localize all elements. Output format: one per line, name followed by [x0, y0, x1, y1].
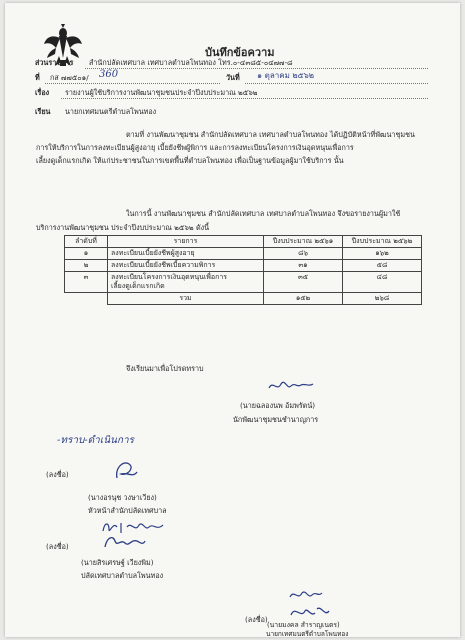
- date-label: วันที่: [226, 73, 240, 82]
- report-table: [64, 235, 422, 305]
- to-label: เรียน: [35, 107, 51, 116]
- table-row: [65, 260, 422, 272]
- agency-underline: [85, 68, 428, 69]
- signature-4-image: [287, 601, 331, 623]
- signer-4-name: (นายมงคล สำราญเนตร): [267, 621, 340, 629]
- para2-line2: บริการงานพัฒนาชุมชน ประจำปีงบประมาณ ๒๕๖๒ ดังนี้: [36, 223, 210, 232]
- row1-y61: ๘๖: [264, 248, 343, 260]
- date-value: ๑ ตุลาคม ๒๕๖๒: [257, 71, 315, 80]
- row2-no: ๒: [65, 260, 108, 272]
- sign-label-2: (ลงชื่อ): [46, 470, 69, 479]
- row1-y62: ๑๖๒: [343, 248, 422, 260]
- signature-3-image: [101, 531, 147, 553]
- signer-1-name: (นายฉลองนพ อ้มพรัตน์): [240, 401, 316, 410]
- col-header-no: ลำดับที่: [65, 236, 108, 248]
- col-header-item: รายการ: [108, 236, 264, 248]
- total-y62: ๒๖๘: [343, 293, 422, 305]
- date-underline: [245, 83, 428, 84]
- memo-title: บันทึกข้อความ: [205, 46, 275, 59]
- sign-label-4: (ลงชื่อ): [245, 615, 268, 624]
- sign-label-3: (ลงชื่อ): [46, 542, 69, 551]
- to-value: นายกเทศมนตรีตำบลโพนทอง: [65, 107, 157, 116]
- row3-y61: ๓๕: [264, 272, 343, 293]
- subject-value: รายงานผู้ใช้บริการงานพัฒนาชุมชนประจำปีงบประมาณ ๒๕๖๒: [65, 88, 258, 97]
- col-header-y62: ปีงบประมาณ ๒๕๖๒: [343, 236, 422, 248]
- row2-y61: ๓๑: [264, 260, 343, 272]
- subject-underline: [61, 98, 428, 99]
- subject-label: เรื่อง: [35, 88, 50, 97]
- ref-value: กส ๗๗๕๐๑/: [50, 73, 89, 82]
- row2-item: ลงทะเบียนเบี้ยยังชีพเบี้ยความพิการ: [108, 260, 264, 272]
- memo-page: [5, 3, 460, 637]
- row1-no: ๑: [65, 248, 108, 260]
- ref-label: ที่: [35, 73, 40, 82]
- table-row: [65, 248, 422, 260]
- signature-2-image: [113, 458, 139, 484]
- closing-text: จึงเรียนมาเพื่อโปรดทราบ: [126, 364, 204, 373]
- col-header-y61: ปีงบประมาณ ๒๕๖๑: [264, 236, 343, 248]
- handwritten-note: -ทราบ-ดำเนินการ: [57, 435, 134, 446]
- table-total-row: [65, 293, 422, 305]
- signer-2-name: (นางอรนุช วงษาเวียง): [88, 493, 157, 502]
- signer-2-title: หัวหน้าสำนักปลัดเทศบาล: [88, 506, 167, 515]
- ref-handwritten-number: 360: [99, 69, 119, 80]
- para1-line2: การให้บริการในการลงทะเบียนผู้สูงอายุ เบี้ยยังชีพผู้พิการ และการลงทะเบียนโครงการเงินอุดหนุนเพื่อการ: [36, 143, 354, 152]
- row3-item-line1: ลงทะเบียนโครงการเงินอุดหนุนเพื่อการ: [111, 273, 228, 281]
- signer-4-title: นายกเทศมนตรีตำบลโพนทอง: [266, 630, 349, 638]
- agency-value: สำนักปลัดเทศบาล เทศบาลตำบลโพนทอง โทร.๐-๔๓๘๕-๐๔๗๗-๘: [89, 58, 293, 67]
- row1-item: ลงทะเบียนเบี้ยยังชีพผู้สูงอายุ: [108, 248, 264, 260]
- signature-1-image: [267, 376, 315, 396]
- table-row: [65, 272, 422, 293]
- row2-y62: ๕๘: [343, 260, 422, 272]
- row3-y62: ๔๘: [343, 272, 422, 293]
- row3-item-line2: เลี้ยงดูเด็กแรกเกิด: [111, 282, 165, 290]
- signer-3-name: (นายสิรเศรษฐ์ เวียงพิม): [81, 558, 154, 567]
- row3-no: ๓: [65, 272, 108, 293]
- total-y61: ๑๕๒: [264, 293, 343, 305]
- para2-line1: ในการนี้ งานพัฒนาชุมชน สำนักปลัดเทศบาล เทศบาลตำบลโพนทอง จึงขอรายงานผู้มาใช้: [126, 209, 401, 218]
- table-header-row: [65, 236, 422, 248]
- ref-underline: [45, 83, 220, 84]
- total-label: รวม: [108, 293, 264, 305]
- signer-3-title: ปลัดเทศบาลตำบลโพนทอง: [81, 571, 164, 580]
- para1-line1: ตามที่ งานพัฒนาชุมชน สำนักปลัดเทศบาล เทศบาลตำบลโพนทอง ได้ปฏิบัติหน้าที่พัฒนาชุมชน: [126, 130, 415, 139]
- row3-item: [108, 272, 264, 293]
- para1-line3: เลี้ยงดูเด็กแรกเกิด ให้แก่ประชาชนในการเขตพื้นที่ตำบลโพนทอง เพื่อเป็นฐานข้อมูลผู้มาใช้บริการ นั้น: [36, 156, 344, 165]
- agency-label: ส่วนราชการ: [35, 58, 74, 67]
- signer-1-title: นักพัฒนาชุมชนชำนาญการ: [233, 415, 319, 424]
